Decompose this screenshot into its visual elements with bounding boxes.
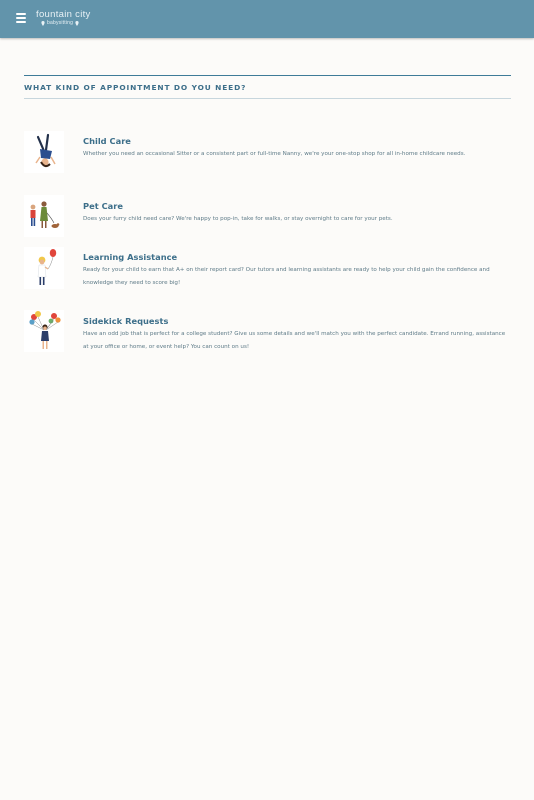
item-description: Have an odd job that is perfect for a college student? Give us some details and we'll match you with the perfect candidate. Errand running, assistance at your office or home, or event help? You can count on us! xyxy=(83,331,506,350)
appointment-option-child-care[interactable] xyxy=(24,130,511,180)
dog-walking-illustration xyxy=(24,195,64,237)
woman-with-balloons-illustration xyxy=(24,310,64,352)
logo-name: fountain city xyxy=(36,9,91,20)
girl-with-balloon-illustration xyxy=(24,247,64,289)
item-title[interactable]: Pet Care xyxy=(83,201,123,211)
item-title[interactable]: Learning Assistance xyxy=(83,252,178,262)
item-description: Whether you need an occasional Sitter or a consistent part or full-time Nanny, we're your one-stop shop for all in-home childcare needs. xyxy=(83,151,466,157)
logo-tagline: babysitting xyxy=(47,20,74,26)
appointment-type-section xyxy=(24,75,511,99)
item-description: Does your furry child need care? We're happy to pop-in, take for walks, or stay overnight to care for your pets. xyxy=(83,216,393,222)
item-title[interactable]: Sidekick Requests xyxy=(83,316,169,326)
item-title[interactable]: Child Care xyxy=(83,136,131,146)
appointment-option-pet-care[interactable] xyxy=(24,195,511,245)
brand-logo[interactable] xyxy=(36,10,106,30)
appointment-option-sidekick-requests[interactable] xyxy=(24,310,511,360)
cartwheel-girl-illustration xyxy=(24,131,64,173)
top-nav-bar xyxy=(0,0,534,38)
location-pin-icon xyxy=(41,21,45,26)
section-header xyxy=(24,75,511,99)
section-title: WHAT KIND OF APPOINTMENT DO YOU NEED? xyxy=(24,83,247,92)
appointment-option-learning-assistance[interactable] xyxy=(24,246,511,296)
location-pin-icon xyxy=(75,21,79,26)
hamburger-menu-icon[interactable] xyxy=(16,13,28,23)
item-description: Ready for your child to earn that A+ on their report card? Our tutors and learning assistants are ready to help your child gain the confidence and knowledge they need to score big! xyxy=(83,267,490,286)
